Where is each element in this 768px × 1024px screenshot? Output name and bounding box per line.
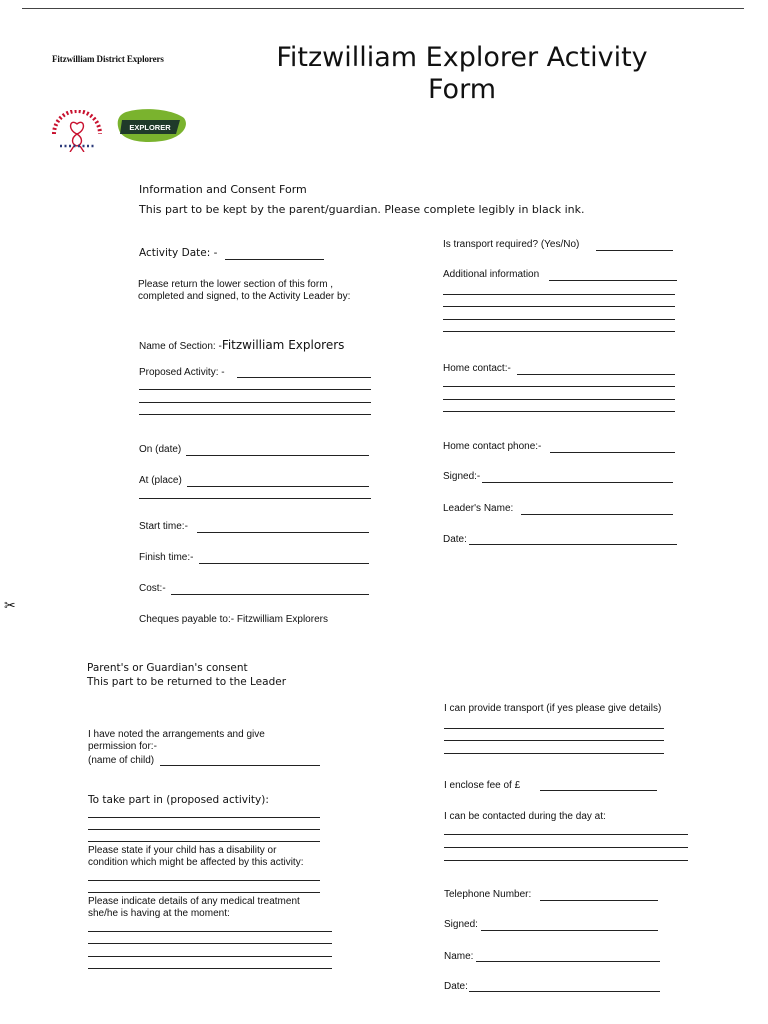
section-name-value: Fitzwilliam Explorers <box>221 338 345 352</box>
parent-date-field[interactable] <box>469 991 660 992</box>
explorer-logo <box>116 108 188 144</box>
section-name <box>139 336 344 354</box>
at-place-line-2[interactable] <box>139 498 371 499</box>
parent-signed-label: Signed: <box>444 919 478 930</box>
medical-line-2[interactable] <box>88 943 332 944</box>
proposed-activity-line-4[interactable] <box>139 414 371 415</box>
info-subheading: This part to be kept by the parent/guardian. Please complete legibly in black ink. <box>139 203 585 216</box>
contacted-label: I can be contacted during the day at: <box>444 811 606 822</box>
additional-info-line-4[interactable] <box>443 319 675 320</box>
home-contact-label: Home contact:- <box>443 363 511 374</box>
provide-transport-line-3[interactable] <box>444 753 664 754</box>
finish-time-label: Finish time:- <box>139 552 194 563</box>
page-title: Fitzwilliam Explorer Activity Form <box>276 42 648 105</box>
enclose-fee-field[interactable] <box>540 790 657 791</box>
medical-line-3[interactable] <box>88 956 332 957</box>
cost-label: Cost:- <box>139 583 166 594</box>
consent-subheading: This part to be returned to the Leader <box>87 676 287 688</box>
medical-line-4[interactable] <box>88 968 332 969</box>
parent-date-label: Date: <box>444 981 468 992</box>
noted-text-2: permission for:- <box>88 741 157 752</box>
explorer-logo-text: EXPLORER <box>129 123 171 132</box>
medical-line-1[interactable] <box>88 931 332 932</box>
take-part-line-1[interactable] <box>88 817 320 818</box>
parent-name-label: Name: <box>444 951 474 962</box>
cheques-text: Cheques payable to:- Fitzwilliam Explorers <box>139 614 328 625</box>
activity-date-label: Activity Date: - <box>139 247 218 259</box>
medical-text-2: she/he is having at the moment: <box>88 908 230 919</box>
on-date-label: On (date) <box>139 444 182 455</box>
home-contact-line-2[interactable] <box>443 386 675 387</box>
home-phone-field[interactable] <box>550 452 675 453</box>
telephone-field[interactable] <box>540 900 658 901</box>
at-place-field[interactable] <box>187 486 369 487</box>
proposed-activity-line-3[interactable] <box>139 402 371 403</box>
transport-field[interactable] <box>596 250 673 251</box>
provide-transport-label: I can provide transport (if yes please give details) <box>444 703 662 714</box>
return-text-1: Please return the lower section of this form , <box>138 279 334 290</box>
child-name-field[interactable] <box>160 765 320 766</box>
home-contact-line-3[interactable] <box>443 399 675 400</box>
transport-label: Is transport required? (Yes/No) <box>443 239 580 250</box>
at-place-label: At (place) <box>139 475 182 486</box>
home-contact-line-4[interactable] <box>443 411 675 412</box>
provide-transport-line-2[interactable] <box>444 740 664 741</box>
contacted-line-2[interactable] <box>444 847 688 848</box>
leader-signed-field[interactable] <box>482 482 673 483</box>
top-rule <box>22 8 744 9</box>
leader-date-field[interactable] <box>469 544 677 545</box>
take-part-line-3[interactable] <box>88 841 320 842</box>
telephone-label: Telephone Number: <box>444 889 532 900</box>
provide-transport-line-1[interactable] <box>444 728 664 729</box>
leader-signed-label: Signed:- <box>443 471 481 482</box>
leader-date-label: Date: <box>443 534 467 545</box>
info-heading: Information and Consent Form <box>139 183 307 196</box>
section-name-label: Name of Section: - <box>139 341 222 352</box>
consent-heading: Parent's or Guardian's consent <box>87 662 248 674</box>
additional-info-line-5[interactable] <box>443 331 675 332</box>
take-part-line-2[interactable] <box>88 829 320 830</box>
dofe-award-logo <box>46 110 108 152</box>
activity-date-field[interactable] <box>225 259 324 260</box>
take-part-label: To take part in (proposed activity): <box>88 794 269 806</box>
contacted-line-3[interactable] <box>444 860 688 861</box>
child-name-label: (name of child) <box>88 755 155 766</box>
disability-line-2[interactable] <box>88 892 320 893</box>
additional-info-field[interactable] <box>549 280 677 281</box>
disability-line-1[interactable] <box>88 880 320 881</box>
proposed-activity-field[interactable] <box>237 377 371 378</box>
parent-name-field[interactable] <box>476 961 660 962</box>
home-phone-label: Home contact phone:- <box>443 441 542 452</box>
start-time-label: Start time:- <box>139 521 188 532</box>
additional-info-line-3[interactable] <box>443 306 675 307</box>
proposed-activity-line-2[interactable] <box>139 389 371 390</box>
contacted-line-1[interactable] <box>444 834 688 835</box>
leader-name-field[interactable] <box>521 514 673 515</box>
return-text-2: completed and signed, to the Activity Leader by: <box>138 291 351 302</box>
enclose-fee-label: I enclose fee of £ <box>444 780 521 791</box>
leader-name-label: Leader's Name: <box>443 503 514 514</box>
home-contact-field[interactable] <box>517 374 675 375</box>
additional-info-label: Additional information <box>443 269 540 280</box>
medical-text-1: Please indicate details of any medical treatment <box>88 896 300 907</box>
proposed-activity-label: Proposed Activity: - <box>139 367 225 378</box>
finish-time-field[interactable] <box>199 563 369 564</box>
cost-field[interactable] <box>171 594 369 595</box>
scissors-icon: ✂ <box>4 598 16 614</box>
start-time-field[interactable] <box>197 532 369 533</box>
parent-signed-field[interactable] <box>481 930 658 931</box>
on-date-field[interactable] <box>186 455 369 456</box>
org-name: Fitzwilliam District Explorers <box>52 54 164 64</box>
additional-info-line-2[interactable] <box>443 294 675 295</box>
noted-text-1: I have noted the arrangements and give <box>88 729 265 740</box>
disability-text-2: condition which might be affected by this activity: <box>88 857 304 868</box>
disability-text-1: Please state if your child has a disability or <box>88 845 277 856</box>
